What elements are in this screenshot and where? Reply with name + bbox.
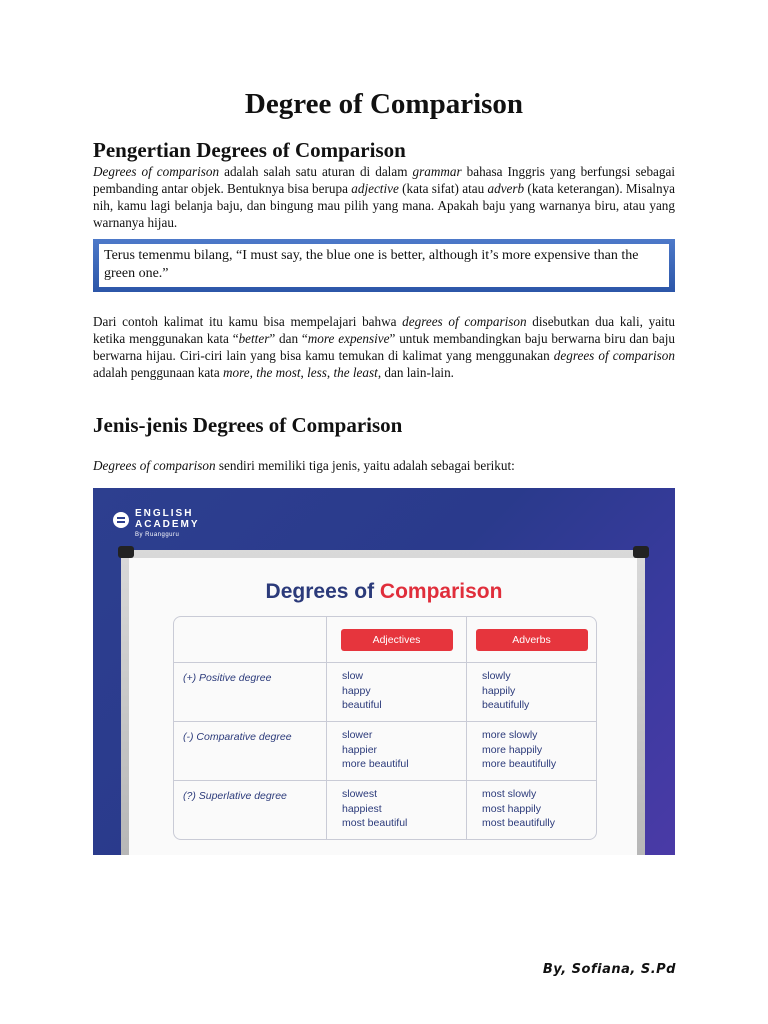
paragraph-example bbox=[93, 313, 675, 381]
text: ” dan “ bbox=[269, 331, 308, 346]
term: more, the most bbox=[222, 365, 301, 380]
term: degrees of comparison bbox=[402, 314, 527, 329]
term: better bbox=[238, 331, 270, 346]
text: ” untuk membandingkan baju berwarna biru dan baju berwarna hijau. Ciri-ciri lain yang bisa kamu temukan di kalimat yang menggunakan bbox=[93, 331, 675, 363]
word: slow bbox=[342, 670, 364, 682]
author-signature: By, Sofiana, S.Pd bbox=[542, 962, 676, 977]
text: adalah salah satu aturan di dalam bbox=[219, 164, 413, 179]
text: , dan lain-lain. bbox=[377, 365, 454, 380]
adverb-cell bbox=[467, 722, 596, 781]
word: most beautifully bbox=[482, 817, 555, 829]
word: most beautiful bbox=[342, 817, 408, 829]
whiteboard-cap-left bbox=[118, 546, 134, 558]
word: happily bbox=[482, 684, 516, 697]
adverbs-pill: Adverbs bbox=[476, 629, 588, 651]
text: Dari contoh kalimat itu kamu bisa mempelajari bahwa bbox=[93, 314, 403, 329]
section-heading-jenis: Jenis-jenis Degrees of Comparison bbox=[93, 413, 403, 437]
logo-line-1: ENGLISH bbox=[135, 508, 194, 519]
logo-line-2: ACADEMY bbox=[135, 519, 200, 530]
term: less bbox=[307, 365, 327, 380]
text: disebutkan dua kali, yaitu ketika menggunakan kata “ bbox=[93, 314, 675, 346]
text: (kata sifat) atau bbox=[398, 181, 488, 196]
whiteboard-cap-right bbox=[633, 546, 649, 558]
header-adverbs bbox=[467, 617, 596, 663]
term: adverb bbox=[487, 181, 525, 196]
quote-box bbox=[93, 239, 675, 292]
word: slower bbox=[342, 729, 373, 741]
word: slowest bbox=[342, 788, 378, 800]
term: Degrees of comparison bbox=[93, 458, 216, 473]
header-empty bbox=[174, 617, 327, 663]
adjectives-pill: Adjectives bbox=[341, 629, 453, 651]
text: sendiri memiliki tiga jenis, yaitu adalah sebagai berikut: bbox=[215, 458, 515, 473]
section-heading-pengertian: Pengertian Degrees of Comparison bbox=[93, 138, 406, 162]
text: (kata keterangan). Misalnya nih, kamu lagi belanja baju, dan bingung mau pilih yang mana. Apakah baju yang warnanya biru, atau yang warnanya hijau. bbox=[93, 181, 676, 230]
title-part-1: Degrees of bbox=[265, 580, 380, 603]
word: most slowly bbox=[482, 788, 537, 800]
term: more expensive bbox=[307, 331, 390, 346]
term: adjective bbox=[351, 181, 399, 196]
table-row bbox=[174, 722, 596, 781]
word: beautiful bbox=[342, 699, 382, 711]
quote-text: Terus temenmu bilang, “I must say, the blue one is better, although it’s more expensive than the green one.” bbox=[99, 244, 669, 287]
title-part-2: Comparison bbox=[379, 580, 503, 603]
word: slowly bbox=[482, 670, 511, 682]
row-label: (?) Superlative degree bbox=[174, 781, 327, 839]
logo-sub: By Ruangguru bbox=[135, 532, 180, 538]
table-header-row bbox=[174, 617, 596, 663]
adjective-cell bbox=[327, 663, 467, 722]
row-label: (+) Positive degree bbox=[174, 663, 327, 722]
term: Degrees of comparison bbox=[93, 164, 220, 179]
table-row bbox=[174, 663, 596, 722]
adjective-cell bbox=[327, 781, 467, 839]
chat-bubble-icon bbox=[113, 512, 129, 528]
adverb-cell bbox=[467, 781, 596, 839]
page-title: Degree of Comparison bbox=[244, 88, 524, 120]
header-adjectives bbox=[327, 617, 467, 663]
paragraph-types-intro bbox=[93, 457, 675, 474]
text: adalah penggunaan kata bbox=[93, 365, 223, 380]
term: degrees of comparison bbox=[553, 348, 675, 363]
comparison-table bbox=[173, 616, 597, 840]
brand-logo bbox=[113, 508, 200, 541]
word: more beautifully bbox=[482, 758, 557, 770]
word: happier bbox=[342, 743, 378, 756]
word: more beautiful bbox=[342, 758, 409, 770]
row-label: (-) Comparative degree bbox=[174, 722, 327, 781]
infographic-title bbox=[93, 580, 675, 604]
term: grammar bbox=[412, 164, 462, 179]
text: bahasa Inggris yang berfungsi sebagai pembanding antar objek. Bentuknya bisa berupa bbox=[93, 164, 675, 196]
word: most happily bbox=[482, 802, 541, 815]
text: , bbox=[326, 365, 334, 380]
infographic bbox=[93, 488, 675, 855]
term: the least bbox=[333, 365, 378, 380]
adjective-cell bbox=[327, 722, 467, 781]
table-row bbox=[174, 781, 596, 839]
text: , bbox=[300, 365, 308, 380]
word: more happily bbox=[482, 743, 543, 756]
adverb-cell bbox=[467, 663, 596, 722]
word: happy bbox=[342, 684, 371, 697]
paragraph-definition bbox=[93, 163, 675, 231]
word: more slowly bbox=[482, 729, 538, 741]
word: beautifully bbox=[482, 699, 530, 711]
word: happiest bbox=[342, 802, 382, 815]
